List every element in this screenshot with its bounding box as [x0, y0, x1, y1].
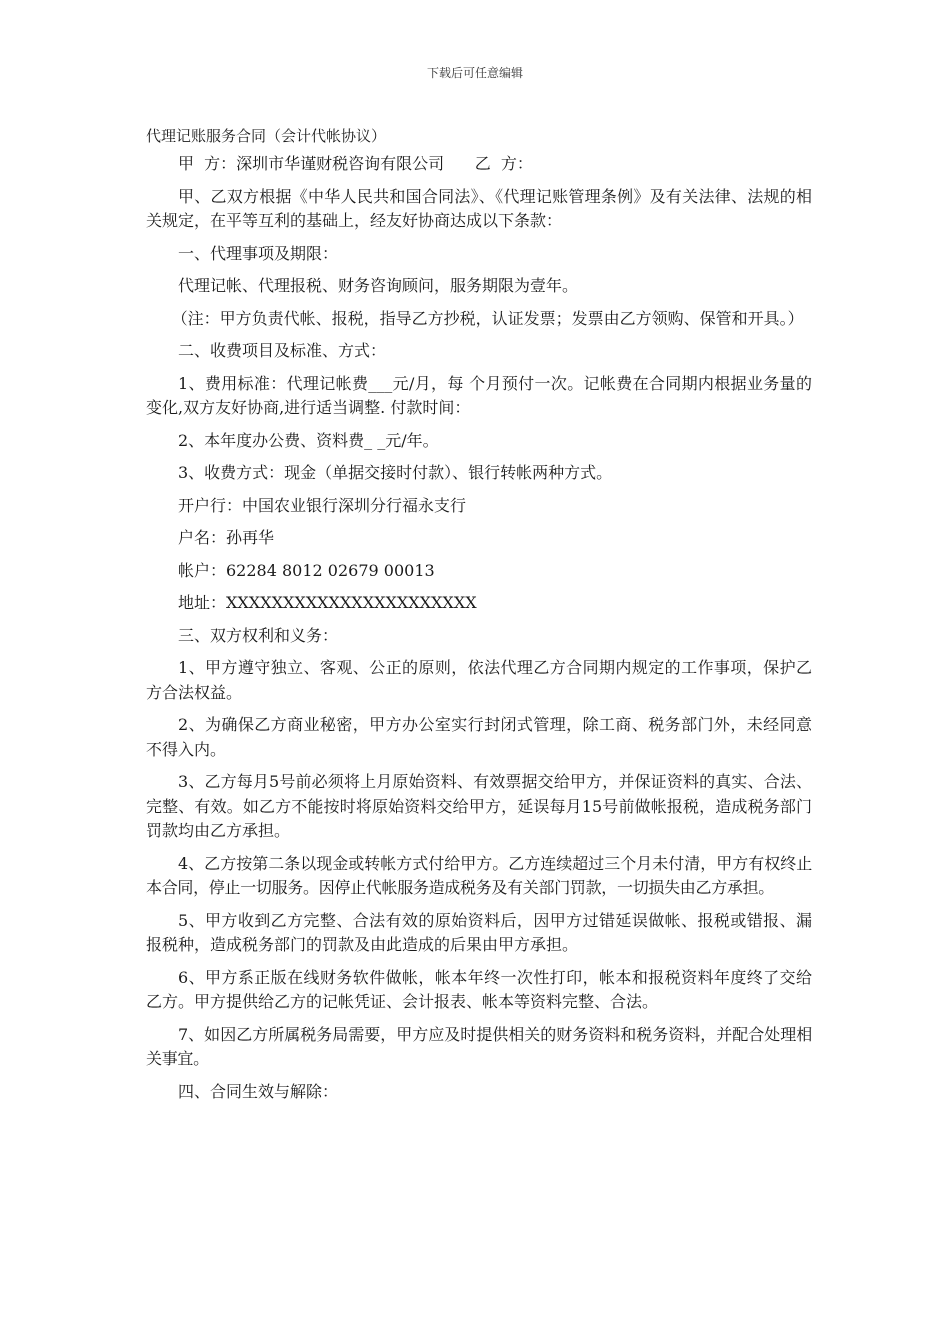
section-heading-3: 三、双方权利和义务：	[178, 625, 339, 645]
payment-method-paragraph: 3、收费方式：现金（单据交接时付款）、银行转帐两种方式。	[178, 463, 613, 482]
clause-3-1: 1、甲方遵守独立、客观、公正的原则，依法代理乙方合同期内规定的工作事项，保护乙方合法权益。	[146, 658, 812, 702]
note-paragraph: （注：甲方负责代帐、报税，指导乙方抄税，认证发票；发票由乙方领购、保管和开具。）	[171, 308, 804, 328]
page-header-note: 下载后可任意编辑	[426, 66, 523, 80]
clause-3-5: 5、甲方收到乙方完整、合法有效的原始资料后，因甲方过错延误做帐、报税或错报、漏报税种，造成税务部门的罚款及由此造成的后果由甲方承担。	[146, 910, 812, 954]
service-scope-paragraph: 代理记帐、代理报税、财务咨询顾问，服务期限为壹年。	[178, 276, 579, 295]
clause-3-2: 2、为确保乙方商业秘密，甲方办公室实行封闭式管理，除工商、税务部门外，未经同意不得入内。	[146, 715, 812, 759]
section-heading-4: 四、合同生效与解除：	[178, 1081, 339, 1101]
clause-3-3: 3、乙方每月5号前必须将上月原始资料、有效票据交给甲方，并保证资料的真实、合法、完整、有效。如乙方不能按时将原始资料交给甲方，延误每月15号前做帐报税，造成税务部门罚款均由乙方承担。	[146, 772, 812, 840]
section-heading-2: 二、收费项目及标准、方式：	[178, 341, 387, 360]
preamble-paragraph: 甲、乙双方根据《中华人民共和国合同法》、《代理记账管理条例》及有关法律、法规的相关规定，在平等互利的基础上，经友好协商达成以下条款：	[146, 186, 812, 230]
clause-3-6: 6、甲方系正版在线财务软件做帐，帐本年终一次性打印，帐本和报税资料年度终了交给乙方。甲方提供给乙方的记帐凭证、会计报表、帐本等资料完整、合法。	[146, 967, 812, 1011]
office-fee-paragraph: 2、本年度办公费、资料费_ _元/年。	[178, 430, 439, 450]
section-heading-1: 一、代理事项及期限：	[178, 243, 339, 263]
contract-document	[146, 124, 812, 1112]
account-number-line: 帐户：62284 8012 02679 00013	[178, 560, 435, 580]
fee-standard-paragraph: 1、费用标准：代理记帐费___元/月，每 个月预付一次。记帐费在合同期内根据业务量的变化,双方友好协商,进行适当调整. 付款时间：	[146, 373, 812, 417]
document-title: 代理记账服务合同（会计代帐协议）	[146, 127, 387, 145]
bank-name-line: 开户行：中国农业银行深圳分行福永支行	[178, 495, 467, 515]
clause-3-7: 7、如因乙方所属税务局需要，甲方应及时提供相关的财务资料和税务资料，并配合处理相关事宜。	[146, 1024, 812, 1068]
address-line: 地址：XXXXXXXXXXXXXXXXXXXXXX	[178, 593, 477, 612]
account-holder-line: 户名：孙再华	[178, 528, 275, 547]
clause-3-4: 4、乙方按第二条以现金或转帐方式付给甲方。乙方连续超过三个月未付清，甲方有权终止本合同，停止一切服务。因停止代帐服务造成税务及有关部门罚款，一切损失由乙方承担。	[146, 853, 812, 897]
parties-line: 甲 方：深圳市华谨财税咨询有限公司 乙 方：	[178, 154, 533, 173]
